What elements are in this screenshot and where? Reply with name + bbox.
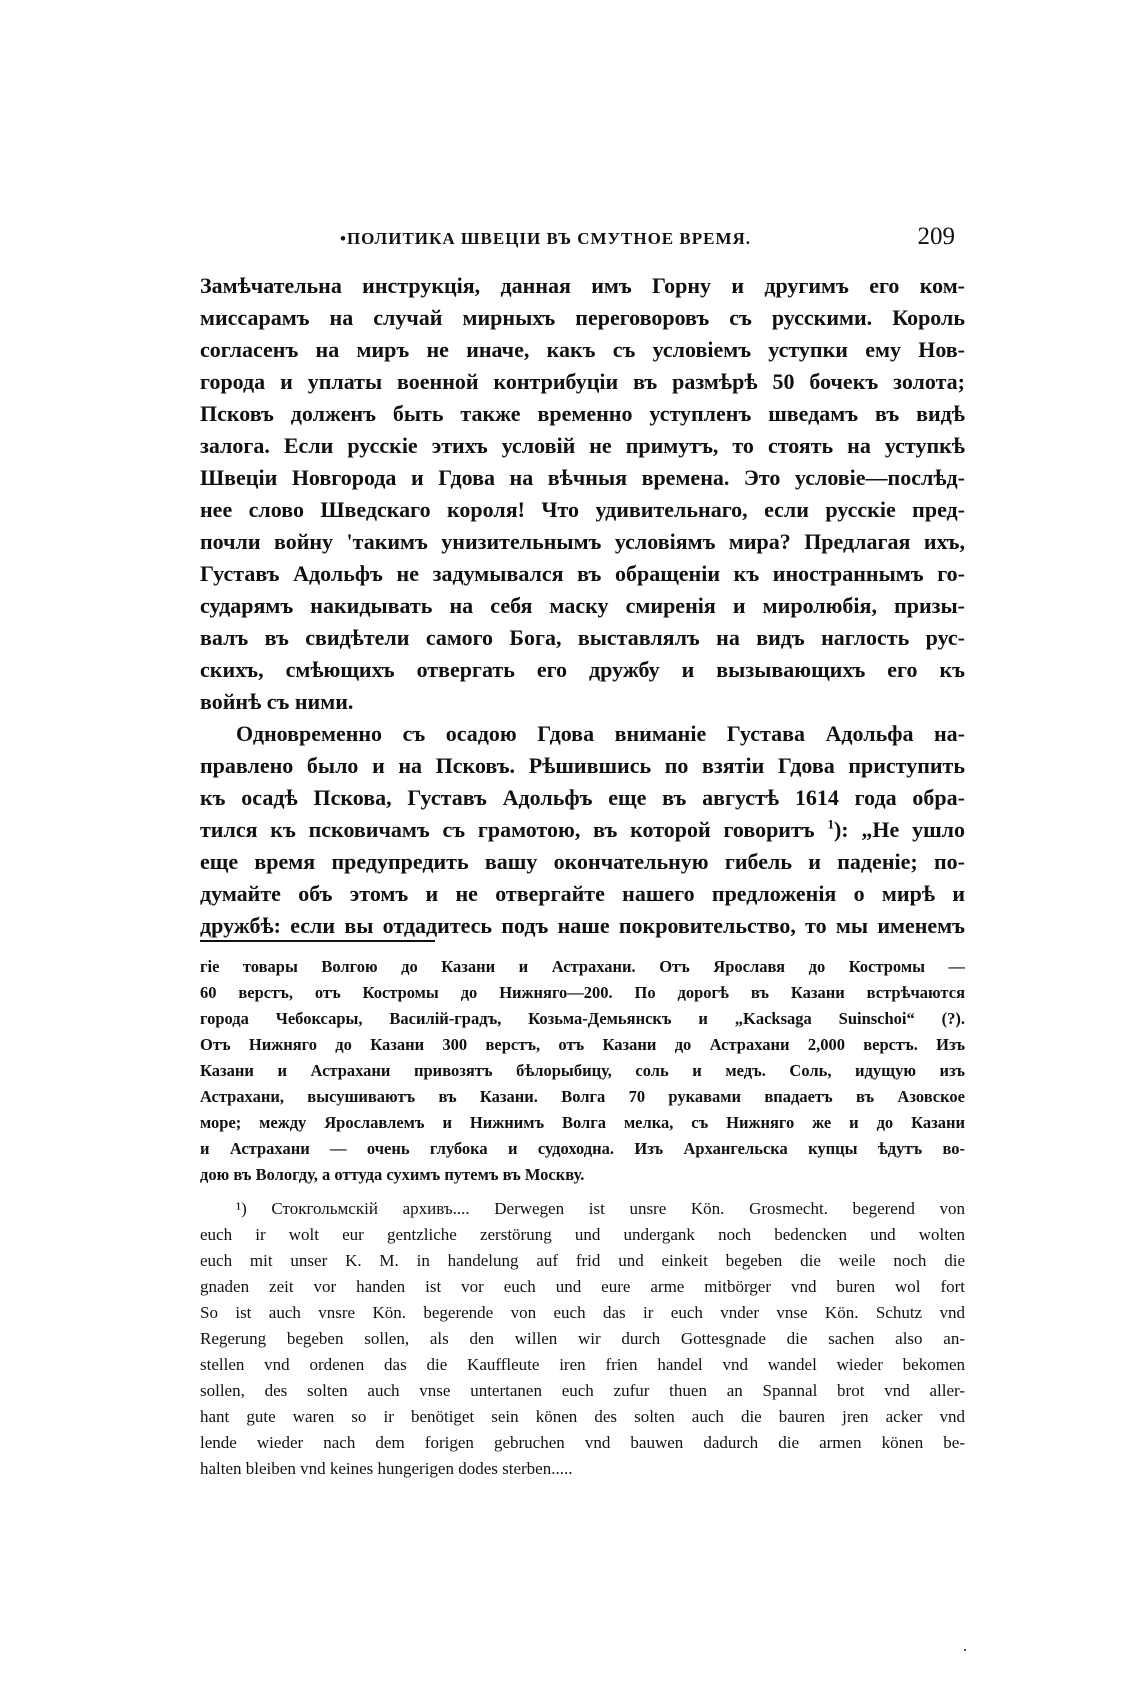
text-line: почли войну 'такимъ унизительнымъ условіямъ мира? Предлагая ихъ, xyxy=(200,529,965,554)
text-line: залога. Если русскіе этихъ условій не примутъ, то стоять на уступкѣ xyxy=(200,433,965,458)
footnote-reference: 1 xyxy=(827,816,834,832)
text-line: города и уплаты военной контрибуціи въ размѣрѣ 50 бочекъ золота; xyxy=(200,369,965,394)
footnote-line: halten bleiben vnd keines hungerigen dodes sterben..... xyxy=(200,1459,573,1478)
footnote-line: 60 верстъ, отъ Костромы до Нижняго—200. По дорогѣ въ Казани встрѣчаются xyxy=(200,983,965,1002)
footnote-continuation xyxy=(200,954,965,1188)
text-line: Густавъ Адольфъ не задумывался въ обращеніи къ иностраннымъ го- xyxy=(200,561,965,586)
footnote-1 xyxy=(200,1196,965,1482)
footnote-marker: ¹) xyxy=(236,1199,247,1218)
text-line: нее слово Шведскаго короля! Что удивительнаго, если русскіе пред- xyxy=(200,497,965,522)
main-text xyxy=(200,270,965,942)
text-line: войнѣ съ ними. xyxy=(200,689,354,714)
corner-mark: · xyxy=(962,1640,968,1660)
text-line: правлено было и на Псковъ. Рѣшившись по взятіи Гдова приступить xyxy=(200,753,965,778)
footnote-line: sollen, des solten auch vnse untertanen euch zufur thuen an Spannal brot vnd aller- xyxy=(200,1381,965,1400)
text-line-with-footnote-ref xyxy=(200,814,965,846)
footnote-line: Отъ Нижняго до Казани 300 верстъ, отъ Казани до Астрахани 2,000 верстъ. Изъ xyxy=(200,1035,965,1054)
footnote-line: Астрахани, высушиваютъ въ Казани. Волга 70 рукавами впадаетъ въ Азовское xyxy=(200,1087,965,1106)
paragraph-start-line: Одновременно съ осадою Гдова вниманіе Густава Адольфа на- xyxy=(236,721,965,746)
footnote-line: hant gute waren so ir benötiget sein könen des solten auch die bauren jren acker vnd xyxy=(200,1407,965,1426)
footnote-line: дою въ Вологду, а оттуда сухимъ путемъ въ Москву. xyxy=(200,1165,585,1184)
footnote-line: euch ir wolt eur gentzliche zerstörung und undergank noch bedencken und wolten xyxy=(200,1225,965,1244)
footnote-first-line: Стокгольмскій архивъ.... Derwegen ist unsre Kön. Grosmecht. begerend von xyxy=(271,1199,965,1218)
footnote-line: euch mit unser K. M. in handelung auf frid und einkeit begeben die weile noch die xyxy=(200,1251,965,1270)
page-number: 209 xyxy=(917,223,955,250)
footnote-divider xyxy=(200,940,435,942)
running-title: •ПОЛИТИКА ШВЕЦІИ ВЪ СМУТНОЕ ВРЕМЯ. xyxy=(340,229,752,248)
text-line: дружбѣ: если вы отдадитесь подъ наше покровительство, то мы именемъ xyxy=(200,913,965,938)
footnote-line: города Чебоксары, Василій-градъ, Козьма-Демьянскъ и „Kacksaga Suinschoi“ (?). xyxy=(200,1009,965,1028)
text-line: думайте объ этомъ и не отвергайте нашего предложенія о мирѣ и xyxy=(200,881,965,906)
footnote-line: и Астрахани — очень глубока и судоходна. Изъ Архангельска купцы ѣдутъ во- xyxy=(200,1139,965,1158)
text-line-head: тился къ псковичамъ съ грамотою, въ которой говоритъ xyxy=(200,817,815,842)
text-line-tail: ): „Не ушло xyxy=(833,817,965,842)
text-line: еще время предупредить вашу окончательную гибель и паденіе; по- xyxy=(200,849,965,874)
footnote-line: stellen vnd ordenen das die Kauffleute iren frien handel vnd wandel wieder bekomen xyxy=(200,1355,965,1374)
footnote-line: Regerung begeben sollen, als den willen wir durch Gottesgnade die sachen also an- xyxy=(200,1329,965,1348)
footnote-line: гіе товары Волгою до Казани и Астрахани. Отъ Ярославя до Костромы — xyxy=(200,957,965,976)
text-line: сударямъ накидывать на себя маску смиренія и миролюбія, призы- xyxy=(200,593,965,618)
footnote-line: море; между Ярославлемъ и Нижнимъ Волга мелка, съ Нижняго же и до Казани xyxy=(200,1113,965,1132)
footnote-line xyxy=(200,1196,965,1222)
footnote-line: Казани и Астрахани привозятъ бѣлорыбицу, соль и медъ. Соль, идущую изъ xyxy=(200,1061,965,1080)
footnote-line: So ist auch vnsre Kön. begerende von euch das ir euch vnder vnse Kön. Schutz vnd xyxy=(200,1303,965,1322)
text-line: Замѣчательна инструкція, данная имъ Горну и другимъ его ком- xyxy=(200,273,965,298)
text-line: Псковъ долженъ быть также временно уступленъ шведамъ въ видѣ xyxy=(200,401,965,426)
text-line: валъ въ свидѣтели самого Бога, выставлялъ на видъ наглость рус- xyxy=(200,625,965,650)
text-line: согласенъ на миръ не иначе, какъ съ условіемъ уступки ему Нов- xyxy=(200,337,965,362)
text-line: къ осадѣ Пскова, Густавъ Адольфъ еще въ августѣ 1614 года обра- xyxy=(200,785,965,810)
text-line: миссарамъ на случай мирныхъ переговоровъ съ русскими. Король xyxy=(200,305,965,330)
page-header xyxy=(200,223,965,263)
text-line: скихъ, смѣющихъ отвергать его дружбу и вызывающихъ его къ xyxy=(200,657,965,682)
text-line: Швеціи Новгорода и Гдова на вѣчныя времена. Это условіе—послѣд- xyxy=(200,465,965,490)
footnote-line: gnaden zeit vor handen ist vor euch und eure arme mitbörger vnd buren wol fort xyxy=(200,1277,965,1296)
footnote-line: lende wieder nach dem forigen gebruchen vnd bauwen dadurch die armen könen be- xyxy=(200,1433,965,1452)
